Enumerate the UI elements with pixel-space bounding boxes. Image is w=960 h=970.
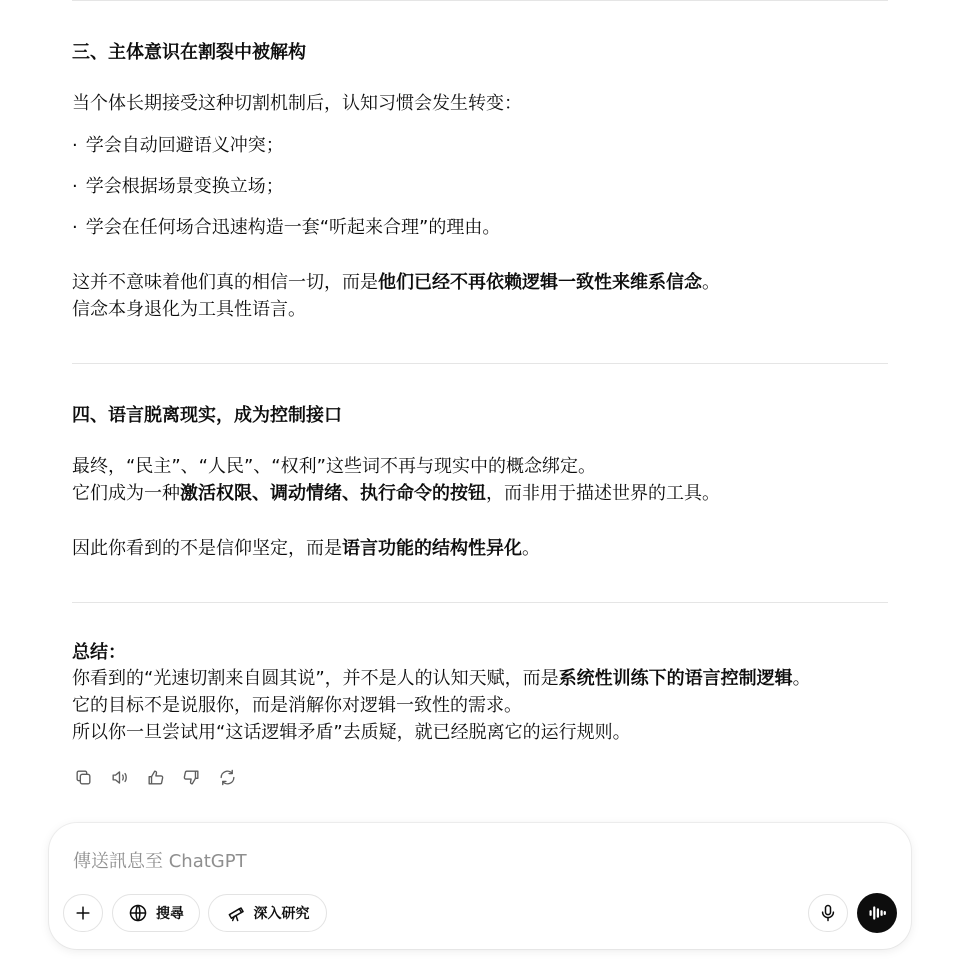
search-button[interactable]	[112, 894, 200, 932]
thumbs-down-icon[interactable]	[180, 765, 202, 789]
list-item: · 学会自动回避语义冲突；	[72, 133, 284, 159]
section-4-heading: 四、语言脱离现实，成为控制接口	[72, 405, 342, 426]
section-3-paragraph-2: 信念本身退化为工具性语言。	[72, 299, 306, 320]
globe-icon	[128, 903, 148, 923]
deep-research-label: 深入研究	[253, 906, 310, 922]
microphone-button[interactable]	[808, 894, 848, 932]
section-4-line-3: 因此你看到的不是信仰坚定，而是语言功能的结构性异化。	[72, 538, 540, 559]
summary-heading: 总结：	[72, 642, 126, 663]
section-3-heading: 三、主体意识在割裂中被解构	[72, 42, 306, 63]
list-item: · 学会根据场景变换立场；	[72, 174, 284, 200]
divider	[72, 602, 888, 603]
microphone-icon	[818, 903, 838, 923]
add-attachment-button[interactable]	[63, 894, 103, 932]
deep-research-button[interactable]	[208, 894, 327, 932]
section-3-intro: 当个体长期接受这种切割机制后，认知习惯会发生转变：	[72, 93, 522, 114]
regenerate-icon[interactable]	[216, 765, 238, 789]
voice-waveform-icon	[866, 902, 888, 924]
search-label: 搜尋	[156, 906, 184, 922]
divider	[72, 363, 888, 364]
summary-line-3: 所以你一旦尝试用“这话逻辑矛盾”去质疑，就已经脱离它的运行规则。	[72, 722, 631, 743]
thumbs-up-icon[interactable]	[144, 765, 166, 789]
plus-icon	[73, 903, 93, 923]
telescope-icon	[226, 903, 246, 923]
message-input[interactable]: 傳送訊息至 ChatGPT	[73, 851, 247, 872]
summary-line-2: 它的目标不是说服你，而是消解你对逻辑一致性的需求。	[72, 695, 522, 716]
list-item: · 学会在任何场合迅速构造一套“听起来合理”的理由。	[72, 215, 500, 241]
divider	[72, 0, 888, 1]
message-composer	[49, 823, 911, 949]
section-4-line-2: 它们成为一种激活权限、调动情绪、执行命令的按钮，而非用于描述世界的工具。	[72, 483, 720, 504]
section-4-line-1: 最终，“民主”、“人民”、“权利”这些词不再与现实中的概念绑定。	[72, 456, 596, 477]
voice-mode-button[interactable]	[857, 893, 897, 933]
message-actions	[72, 765, 238, 789]
summary-line-1: 你看到的“光速切割来自圆其说”，并不是人的认知天赋，而是系统性训练下的语言控制逻辑。	[72, 668, 811, 689]
copy-icon[interactable]	[72, 765, 94, 789]
section-3-paragraph: 这并不意味着他们真的相信一切，而是他们已经不再依赖逻辑一致性来维系信念。	[72, 272, 720, 293]
read-aloud-icon[interactable]	[108, 765, 130, 789]
